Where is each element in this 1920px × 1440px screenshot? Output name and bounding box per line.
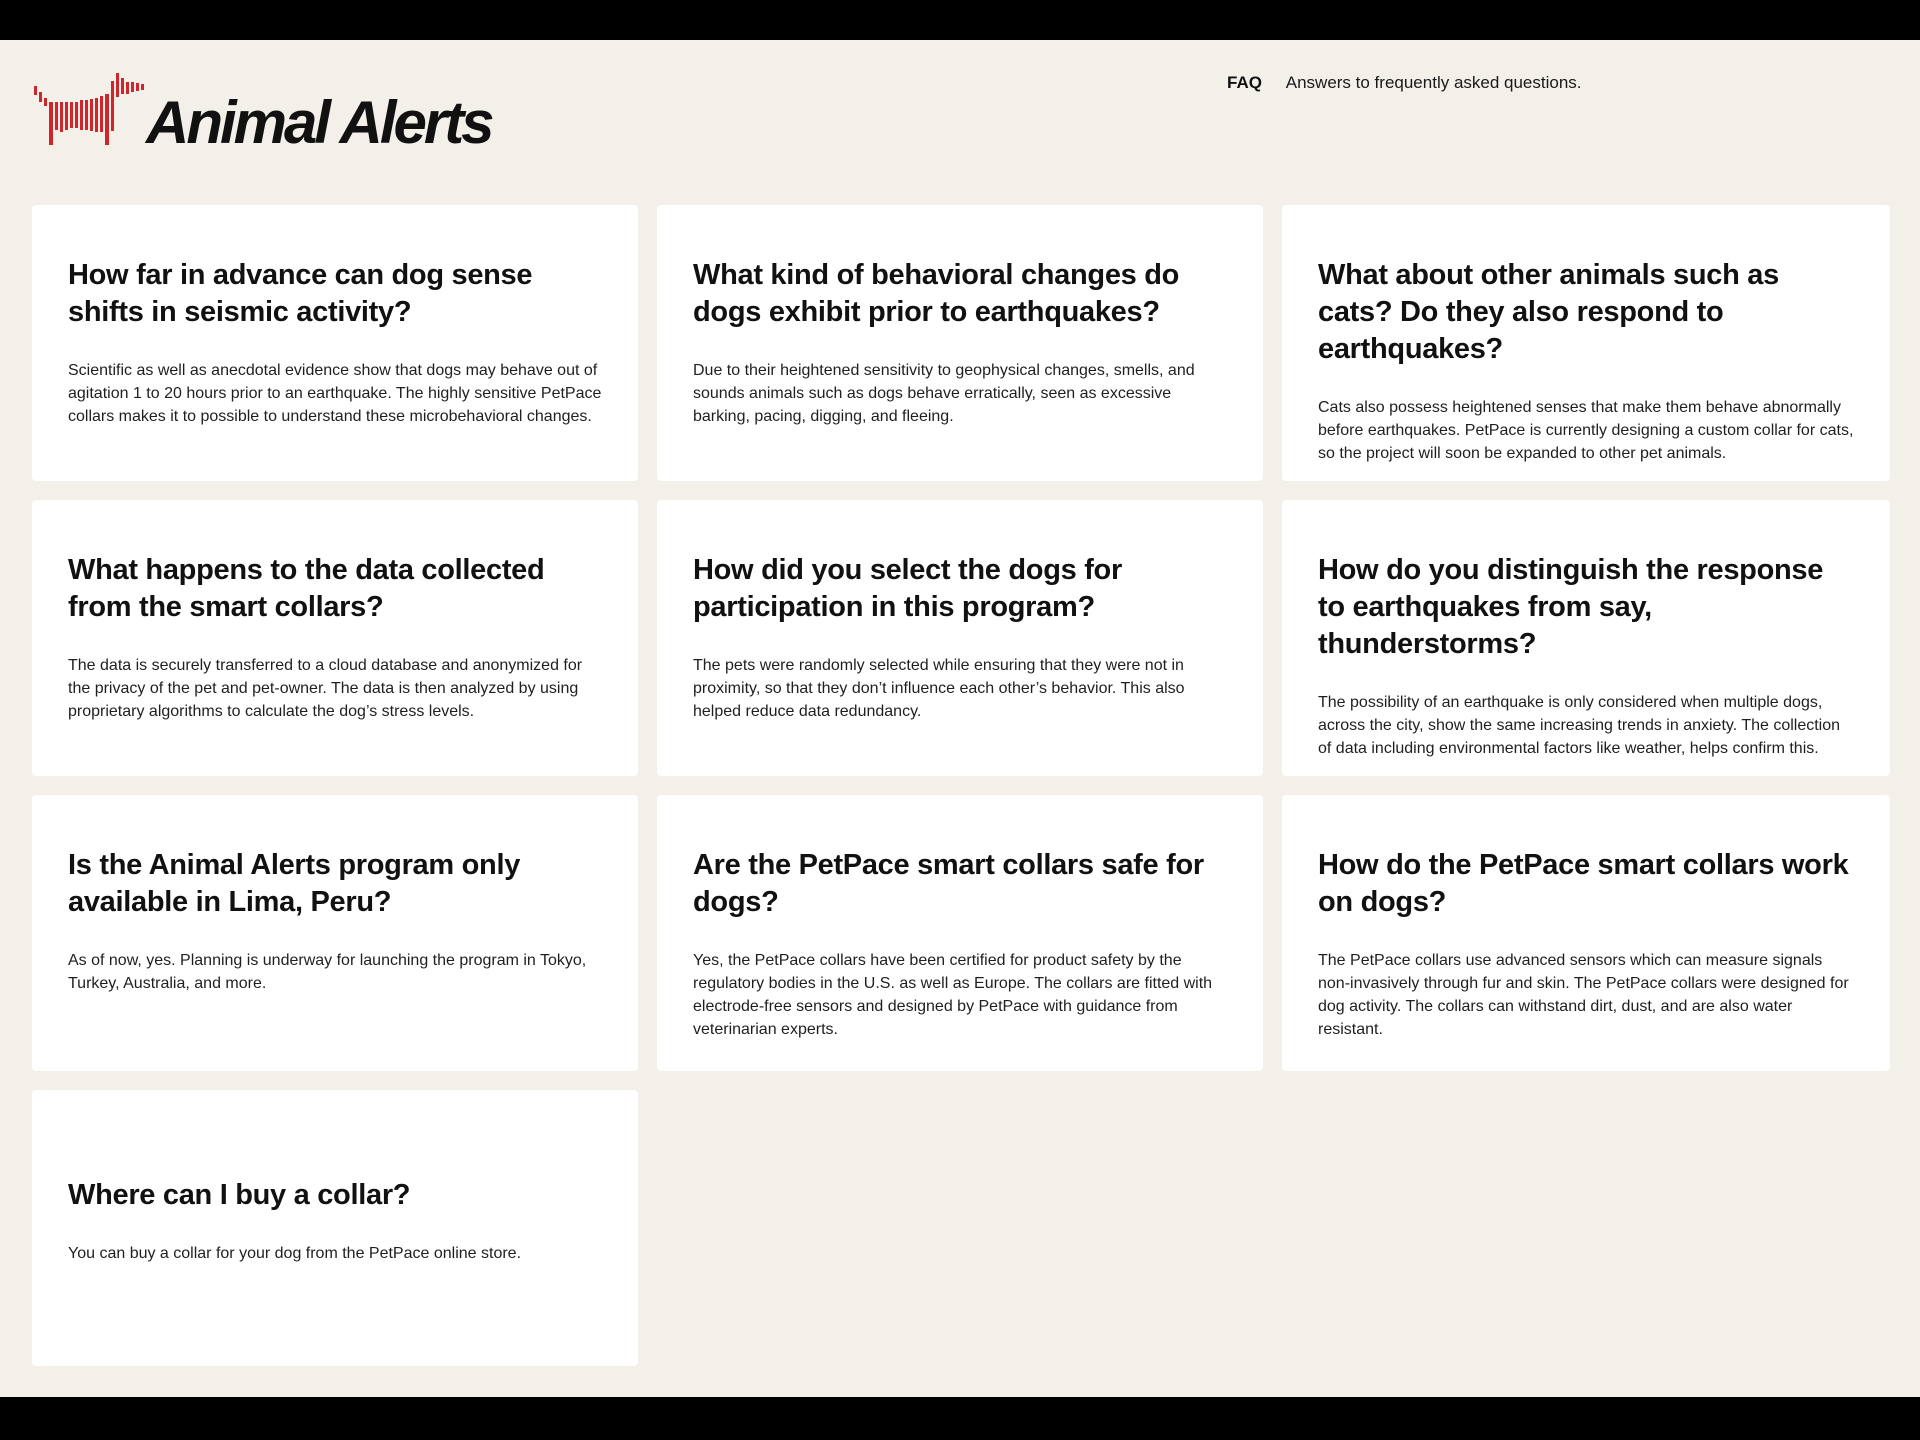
- faq-answer: The data is securely transferred to a cloud database and anonymized for the privacy of the pet and pet-owner. The data is then analyzed by using proprietary algorithms to calculate the dog’s stress levels.: [68, 657, 583, 720]
- faq-card: [657, 795, 1263, 1071]
- faq-answer: Due to their heightened sensitivity to geophysical changes, smells, and sounds animals such as dogs behave erratically, seen as excessive barking, pacing, digging, and fleeing.: [693, 362, 1195, 425]
- faq-answer: The PetPace collars use advanced sensors which can measure signals non-invasively through fur and skin. The PetPace collars were designed for dog activity. The collars can withstand dirt, dust, and are also water resistant.: [1318, 952, 1849, 1038]
- faq-question: How do the PetPace smart collars work on dogs?: [1318, 849, 1849, 918]
- faq-card: [32, 500, 638, 776]
- faq-question: What kind of behavioral changes do dogs exhibit prior to earthquakes?: [693, 259, 1180, 328]
- faq-card: [1282, 205, 1890, 481]
- top-navigation: [1227, 73, 1582, 93]
- faq-card: [1282, 500, 1890, 776]
- nav-faq-link[interactable]: FAQ: [1227, 73, 1262, 92]
- faq-answer: Cats also possess heightened senses that make them behave abnormally before earthquakes. PetPace is currently designing a custom collar for cats, so the project will soon be expanded to other pet animals.: [1318, 399, 1854, 462]
- faq-answer: The pets were randomly selected while ensuring that they were not in proximity, so that they don’t influence each other’s behavior. This also helped reduce data redundancy.: [693, 657, 1185, 720]
- faq-card: [1282, 795, 1890, 1071]
- faq-answer: The possibility of an earthquake is only considered when multiple dogs, across the city, show the same increasing trends in anxiety. The collection of data including environmental factors like weather, helps confirm this.: [1318, 694, 1841, 757]
- faq-question: How did you select the dogs for participation in this program?: [693, 554, 1122, 623]
- faq-answer: You can buy a collar for your dog from the PetPace online store.: [68, 1245, 522, 1262]
- faq-question: Where can I buy a collar?: [68, 1179, 411, 1211]
- animal-alerts-logo[interactable]: [32, 72, 492, 166]
- faq-answer: Yes, the PetPace collars have been certified for product safety by the regulatory bodies in the U.S. as well as Europe. The collars are fitted with electrode-free sensors and designed by PetPace with guidance from veterinarian experts.: [693, 952, 1213, 1038]
- faq-card: [32, 795, 638, 1071]
- nav-description: Answers to frequently asked questions.: [1285, 73, 1582, 92]
- faq-grid: [32, 205, 1890, 1366]
- faq-card: [657, 500, 1263, 776]
- dog-barcode-logo-icon: [32, 72, 152, 166]
- faq-question: What happens to the data collected from the smart collars?: [68, 554, 545, 623]
- logo-wordmark: Animal Alerts: [146, 89, 492, 156]
- faq-card: [32, 205, 638, 481]
- faq-question: What about other animals such as cats? Do they also respond to earthquakes?: [1318, 259, 1779, 365]
- faq-question: Are the PetPace smart collars safe for dogs?: [693, 849, 1204, 918]
- faq-answer: Scientific as well as anecdotal evidence show that dogs may behave out of agitation 1 to 20 hours prior to an earthquake. The highly sensitive PetPace collars makes it to possible to understand these microbehavioral changes.: [68, 362, 602, 425]
- faq-question: How do you distinguish the response to earthquakes from say, thunderstorms?: [1318, 554, 1824, 660]
- faq-page: [0, 40, 1920, 1397]
- faq-card: [32, 1090, 638, 1366]
- faq-card: [657, 205, 1263, 481]
- faq-question: How far in advance can dog sense shifts in seismic activity?: [68, 259, 533, 328]
- faq-answer: As of now, yes. Planning is underway for launching the program in Tokyo, Turkey, Australia, and more.: [68, 952, 587, 992]
- faq-question: Is the Animal Alerts program only available in Lima, Peru?: [68, 849, 521, 918]
